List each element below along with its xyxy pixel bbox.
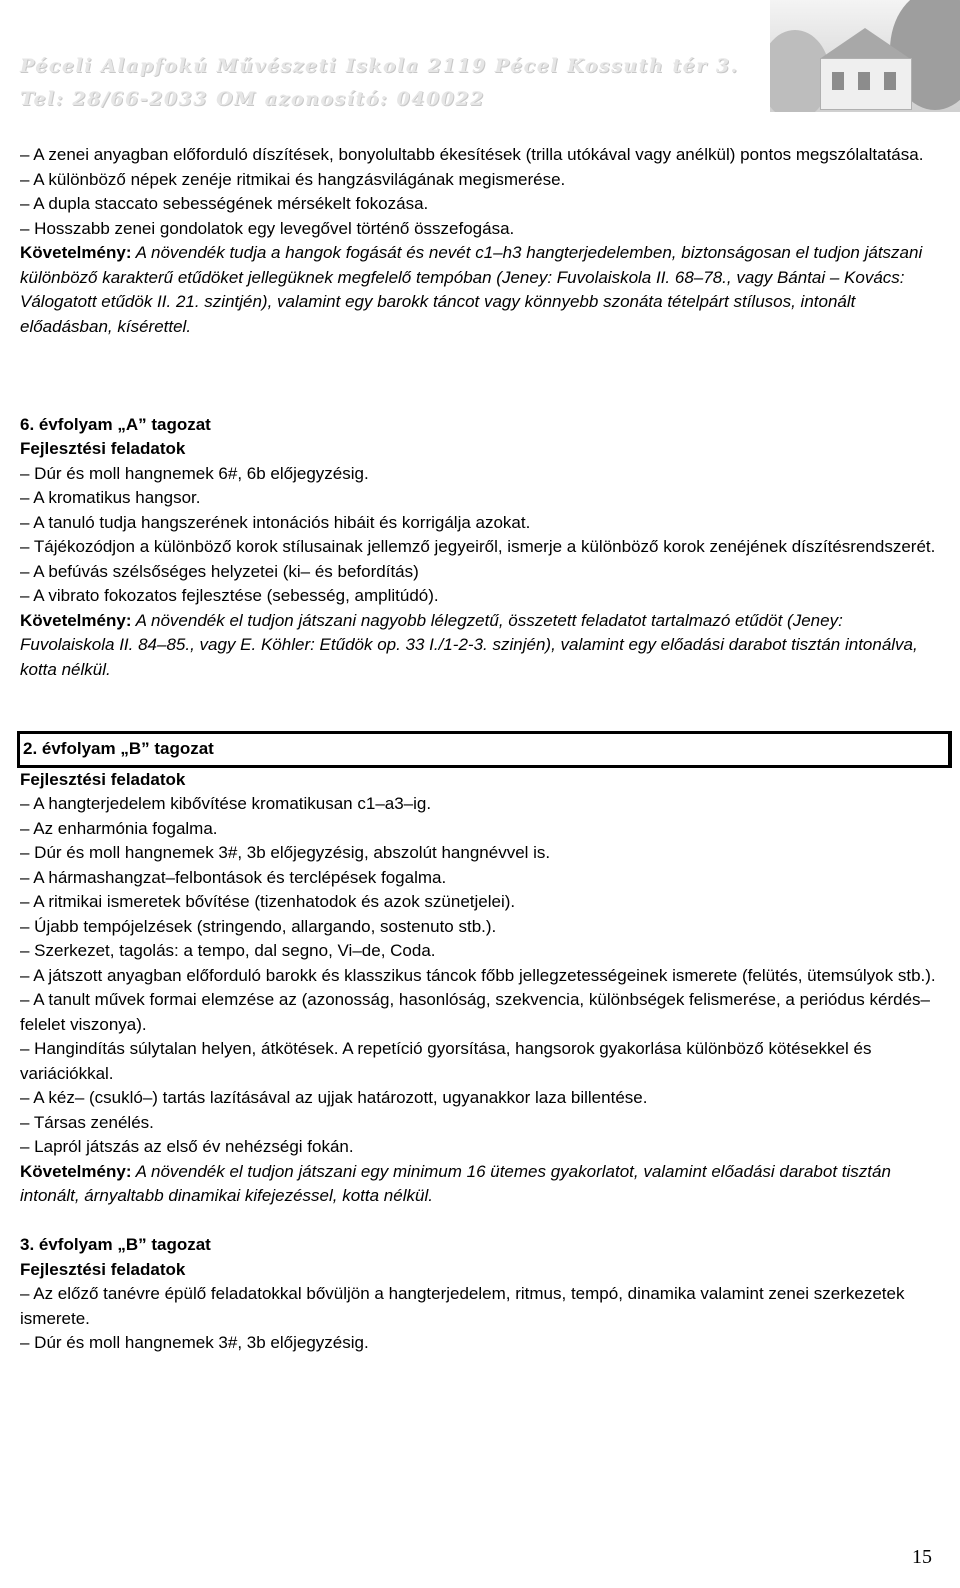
- list-item: – Dúr és moll hangnemek 3#, 3b előjegyzésig.: [20, 1333, 369, 1352]
- requirement-paragraph: [20, 241, 940, 339]
- list-item: – Hangindítás súlytalan helyen, átkötések. A repetíció gyorsítása, hangsorok gyakorlása különböző kötésekkel és variációkkal.: [20, 1039, 872, 1083]
- list-item: – A kéz– (csukló–) tartás lazításával az ujjak határozott, ugyanakkor laza billentése.: [20, 1088, 648, 1107]
- list-item: – A befúvás szélsőséges helyzetei (ki– és befordítás): [20, 561, 419, 581]
- list-item: – A dupla staccato sebességének mérsékelt fokozása.: [20, 194, 429, 213]
- section-title: 3. évfolyam „B” tagozat: [20, 1235, 211, 1254]
- list-item: – Dúr és moll hangnemek 3#, 3b előjegyzésig, abszolút hangnévvel is.: [20, 843, 551, 862]
- list-item: – Szerkezet, tagolás: a tempo, dal segno, Vi–de, Coda.: [20, 941, 436, 960]
- list-item: – A játszott anyagban előforduló barokk és klasszikus táncok főbb jellegzetességeinek ismerete (felütés, ütemsúlyok stb.).: [20, 965, 936, 985]
- list-item: – A ritmikai ismeretek bővítése (tizenhatodok és azok szünetjelei).: [20, 892, 516, 911]
- list-item: – A hármashangzat–felbontások és terclépések fogalma.: [20, 867, 447, 887]
- list-item: – Tájékozódjon a különböző korok stílusainak jellemző jegyeiről, ismerje a különböző korok zenéjének díszítésrendszerét.: [20, 537, 936, 556]
- requirement-paragraph: [20, 1160, 940, 1209]
- list-item: – Társas zenélés.: [20, 1112, 154, 1132]
- requirement-text: A növendék el tudjon játszani nagyobb lélegzetű, összetett feladatot tartalmazó etűdöt (Jeney: Fuvolaiskola II. 84–85., vagy E. Köhler: Etűdök op. 33 I./1-2-3. szinjén), valamint egy előadási darabot tisztán intonálva, kotta nélkül.: [20, 610, 918, 679]
- list-item: – Újabb tempójelzések (stringendo, allargando, sostenuto stb.).: [20, 916, 497, 936]
- letterhead: [0, 0, 960, 118]
- list-item: – Az enharmónia fogalma.: [20, 818, 218, 838]
- section-title-boxed: 2. évfolyam „B” tagozat: [17, 731, 952, 768]
- requirement-paragraph: [20, 609, 940, 683]
- page-number: 15: [912, 1546, 932, 1568]
- school-building-photo: [770, 0, 960, 112]
- list-item: – A zenei anyagban előforduló díszítések, bonyolultabb ékesítések (trilla utókával vagy anélkül) pontos megszólaltatása.: [20, 145, 924, 164]
- list-item: – Lapról játszás az első év nehézségi fokán.: [20, 1137, 354, 1156]
- section-subtitle: Fejlesztési feladatok: [20, 769, 186, 789]
- document-body: [20, 143, 940, 1356]
- requirement-label: Követelmény:: [20, 243, 132, 262]
- list-item: – Dúr és moll hangnemek 6#, 6b előjegyzésig.: [20, 463, 369, 483]
- list-item: – A kromatikus hangsor.: [20, 488, 201, 507]
- requirement-text: A növendék tudja a hangok fogását és nevét c1–h3 hangterjedelemben, biztonságosan el tudjon játszani különböző karakterű etűdöket jellegüknek megfelelő tempóban (Jeney: Fuvolaiskola II. 68–78., vagy Bántai – Kovács: Válogatott etűdök II. 21. szintjén), valamint egy barokk táncot vagy könnyebb szonáta tételpárt stílusos, intonált előadásban, kísérettel.: [20, 243, 923, 336]
- letterhead-address: Péceli Alapfokú Művészeti Iskola 2119 Pécel Kossuth tér 3.: [20, 55, 739, 77]
- list-item: – A különböző népek zenéje ritmikai és hangzásvilágának megismerése.: [20, 169, 566, 189]
- list-item: – Hosszabb zenei gondolatok egy levegővel történő összefogása.: [20, 218, 515, 238]
- list-item: – Az előző tanévre épülő feladatokkal bővüljön a hangterjedelem, ritmus, tempó, dinamika valamint zenei szerkezetek ismerete.: [20, 1284, 905, 1328]
- requirement-text: A növendék el tudjon játszani egy minimum 16 ütemes gyakorlatot, valamint előadási darabot tisztán intonált, árnyaltabb dinamikai kifejezéssel, kotta nélkül.: [20, 1161, 891, 1205]
- section-subtitle: Fejlesztési feladatok: [20, 1259, 186, 1279]
- list-item: – A vibrato fokozatos fejlesztése (sebesség, amplitúdó).: [20, 586, 439, 605]
- list-item: – A tanuló tudja hangszerének intonációs hibáit és korrigálja azokat.: [20, 512, 531, 532]
- requirement-label: Követelmény:: [20, 610, 132, 630]
- requirement-label: Követelmény:: [20, 1161, 132, 1181]
- letterhead-contact: Tel: 28/66-2033 OM azonosító: 040022: [20, 88, 485, 110]
- list-item: – A hangterjedelem kibővítése kromatikusan c1–a3–ig.: [20, 794, 432, 813]
- section-subtitle: Fejlesztési feladatok: [20, 439, 186, 458]
- section-title: 6. évfolyam „A” tagozat: [20, 414, 211, 434]
- list-item: – A tanult művek formai elemzése az (azonosság, hasonlóság, szekvencia, különbségek felismerése, a periódus kérdés–felelet viszonya).: [20, 990, 930, 1034]
